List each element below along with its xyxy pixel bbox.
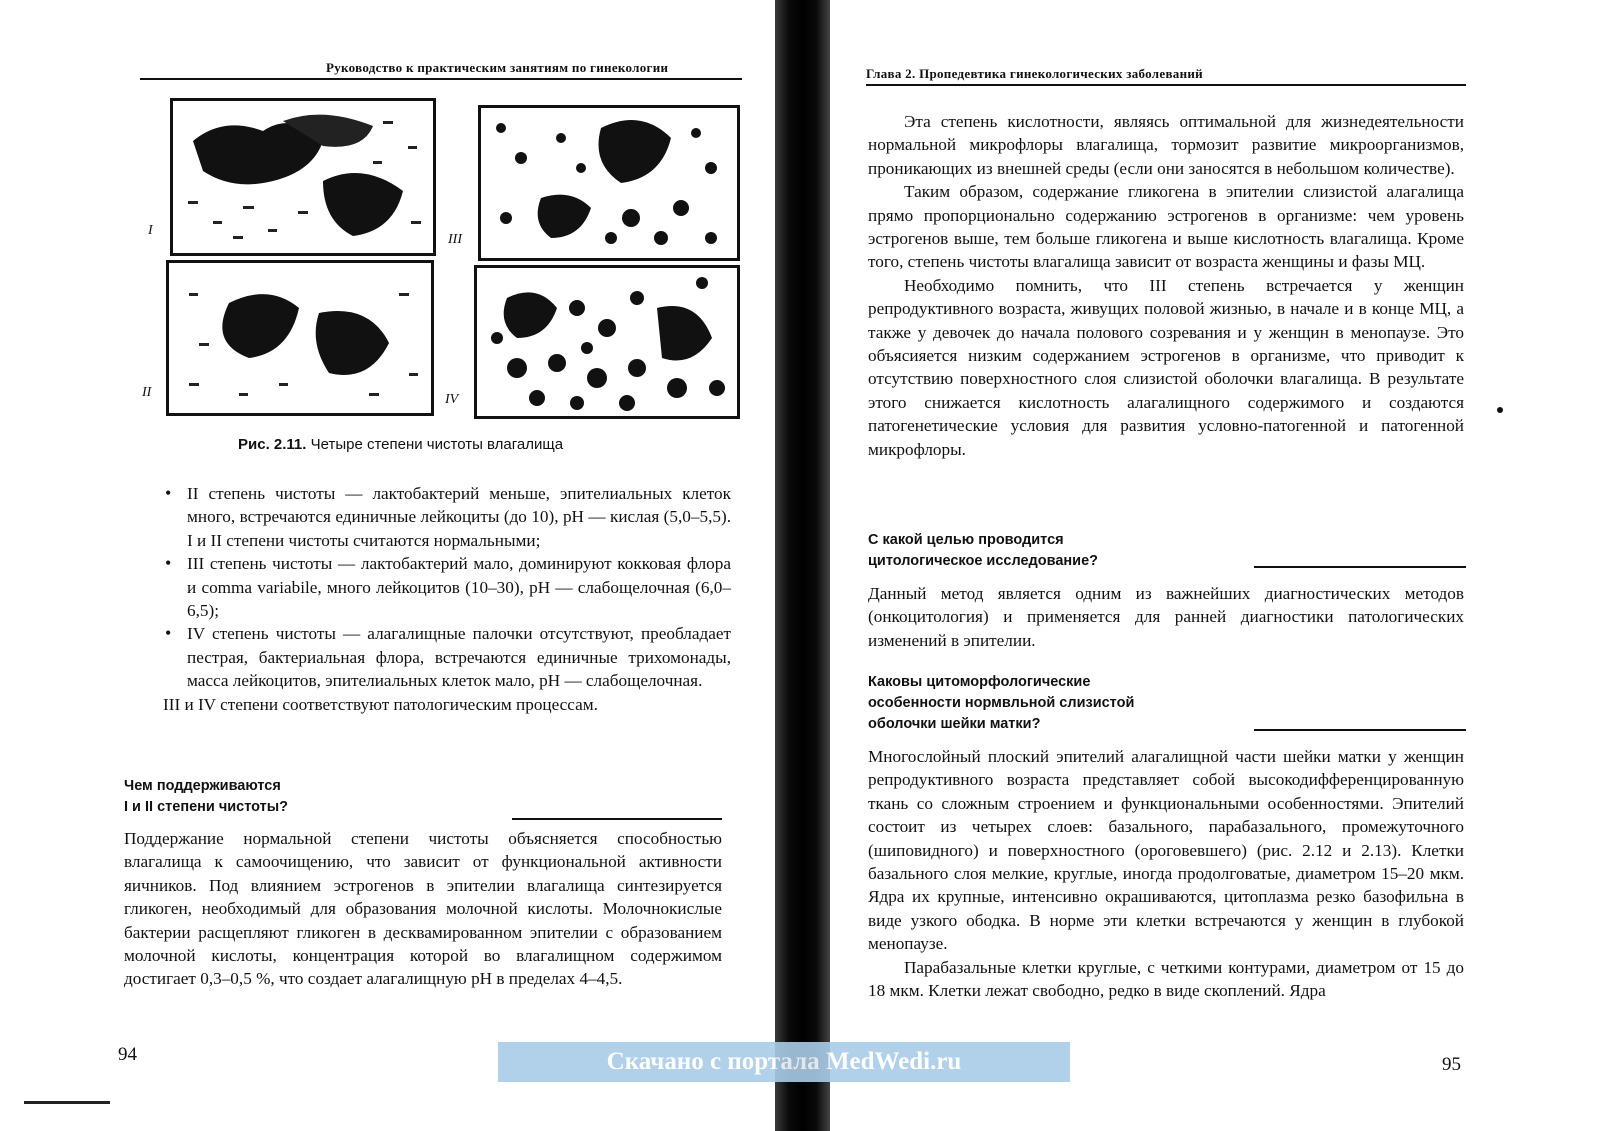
list-item: • IV степень чистоты — алагалищные палочки отсутствуют, преобладает пестрая, бактериальная флора, встречаются единичные трихомонады, масса лейкоцитов, эпителиальных клеток мало, рН — слабощелочная. xyxy=(163,622,731,692)
question-line: I и II степени чистоты? xyxy=(124,799,288,815)
micrograph-image-iv xyxy=(477,268,737,416)
right-running-head: Глава 2. Пропедевтика гинекологических заболеваний xyxy=(866,66,1203,81)
left-answer-block xyxy=(124,827,722,991)
left-running-head: Руководство к практическим занятиям по гинекологии xyxy=(326,60,669,75)
figure-label-i: I xyxy=(148,223,153,238)
right-page-number: 95 xyxy=(1442,1054,1461,1075)
figure-label-ii: II xyxy=(142,385,152,400)
figure-caption-number: Рис. 2.11. xyxy=(238,436,307,453)
micrograph-panel-i xyxy=(170,98,436,256)
list-item: • II степень чистоты — лактобактерий меньше, эпителиальных клеток много, встречаются единичные лейкоциты (до 10), рН — кислая (5,0–5,5). I и II степени чистоты считаются нормальными; xyxy=(163,482,731,552)
question-line: цитологическое исследование? xyxy=(868,553,1099,569)
right-header-rule xyxy=(866,84,1466,86)
question-line: оболочки шейки матки? xyxy=(868,716,1041,732)
left-question-heading xyxy=(124,776,288,818)
left-question-rule xyxy=(512,818,722,820)
micrograph-panel-iv xyxy=(474,265,740,419)
body-paragraph: Необходимо помнить, что III степень встречается у женщин репродуктивного возраста, живущих половой жизнью, в начале и в конце МЦ, а также у девочек до начала полового созревания и у женщин в менопаузе. Это объясияется низким содержанием эстрогенов в организме, что приводит к отсутствию поверхностного слоя слизистой оболочки влагалища. В результате этого снижается кислотность алагалищного содержимого и создаются патогенетические условия для развития условно-патогенной и патогенной микрофлоры. xyxy=(868,275,1464,459)
right-question-rule-2 xyxy=(1254,729,1466,731)
body-paragraph: Эта степень кислотности, являясь оптимальной для жизнедеятельности нормальной микрофлоры влагалища, тормозит развитие микроорганизмов, проникающих из внешней среды (если они заносятся в небольшом количестве). xyxy=(868,112,1464,178)
watermark-banner: Скачано с портала MedWedi.ru xyxy=(498,1042,1070,1082)
micrograph-image-i xyxy=(173,101,433,253)
purity-degree-list xyxy=(163,482,731,693)
question-line: Каковы цитоморфологические xyxy=(868,674,1091,690)
left-bullets-block xyxy=(163,482,731,716)
right-question-rule-1 xyxy=(1254,566,1466,568)
answer-paragraph: Парабазальные клетки круглые, с четкими контурами, диаметром от 15 до 18 мкм. Клетки лежат свободно, редко в виде скоплений. Ядра xyxy=(868,957,1464,1001)
book-spine-shadow xyxy=(775,0,830,1131)
left-header-rule xyxy=(140,78,742,80)
right-question-heading-2 xyxy=(868,672,1134,735)
right-intro-block xyxy=(868,110,1464,461)
body-paragraph: Таким образом, содержание гликогена в эпителии слизистой алагалища прямо пропорционально содержанию эстрогенов в организме: чем уровень эстрогенов выше, тем больше гликогена и выше кислотность влагалища. Кроме того, степень чистоты влагалища зависит от возраста женщины и фазы МЦ. xyxy=(868,182,1464,272)
figure-label-iii: III xyxy=(448,232,462,247)
micrograph-panel-ii xyxy=(166,260,434,416)
bottom-edge-mark xyxy=(24,1101,110,1104)
answer-paragraph: Поддержание нормальной степени чистоты объясняется способностью влагалища к самоочищению, что зависит от функциональной активности яичников. Под влиянием эстрогенов в эпителии влагалища синтезируется гликоген, необходимый для образования молочной кислоты. Молочнокислые бактерии расщепляют гликоген в десквамированном эпителии с образованием молочной кислоты, концентрация которой во влагалищном содержимом достигает 0,3–0,5 %, что создает алагалищную рН в пределах 4–4,5. xyxy=(124,829,722,989)
after-bullets-text: III и IV степени соответствуют патологическим процессам. xyxy=(163,694,598,714)
figure-caption xyxy=(238,436,563,453)
right-answer-2 xyxy=(868,745,1464,1002)
question-line: особенности нормвльной слизистой xyxy=(868,695,1135,711)
margin-speck xyxy=(1497,407,1503,413)
right-page xyxy=(830,0,1600,1131)
left-page-number: 94 xyxy=(118,1044,137,1065)
micrograph-image-ii xyxy=(169,263,431,413)
answer-paragraph: Данный метод является одним из важнейших диагностических методов (онкоцитология) и применяется для ранней диагностики патологических изменений в эпителии. xyxy=(868,584,1464,650)
figure-2-11 xyxy=(142,95,750,425)
micrograph-image-iii xyxy=(481,108,737,258)
left-page xyxy=(0,0,775,1131)
right-question-heading-1 xyxy=(868,530,1098,572)
answer-paragraph: Многослойный плоский эпителий алагалищной части шейки матки у женщин репродуктивного возраста представляет собой высокодифференцированную ткань со сложным строением и функциональными особенностями. Эпителий состоит из четырех слоев: базального, парабазального, промежуточного (шиповидного) и поверхностного (ороговевшего) (рис. 2.12 и 2.13). Клетки базального слоя мелкие, круглые, иногда продолговатые, диаметром 15–20 мкм. Ядра их крупные, интенсивно окрашиваются, цитоплазма резко базофильна в виде узкого ободка. В норме эти клетки встречаются у женщин в глубокой менопаузе. xyxy=(868,747,1464,954)
figure-caption-text: Четыре степени чистоты влагалища xyxy=(310,436,564,453)
micrograph-panel-iii xyxy=(478,105,740,261)
figure-label-iv: IV xyxy=(445,392,459,407)
list-item: • III степень чистоты — лактобактерий мало, доминируют кокковая флора и comma variabile, много лейкоцитов (10–30), рН — слабощелочная (6,0–6,5); xyxy=(163,552,731,622)
question-line: Чем поддерживаются xyxy=(124,778,281,794)
right-answer-1 xyxy=(868,582,1464,652)
question-line: С какой целью проводится xyxy=(868,532,1064,548)
